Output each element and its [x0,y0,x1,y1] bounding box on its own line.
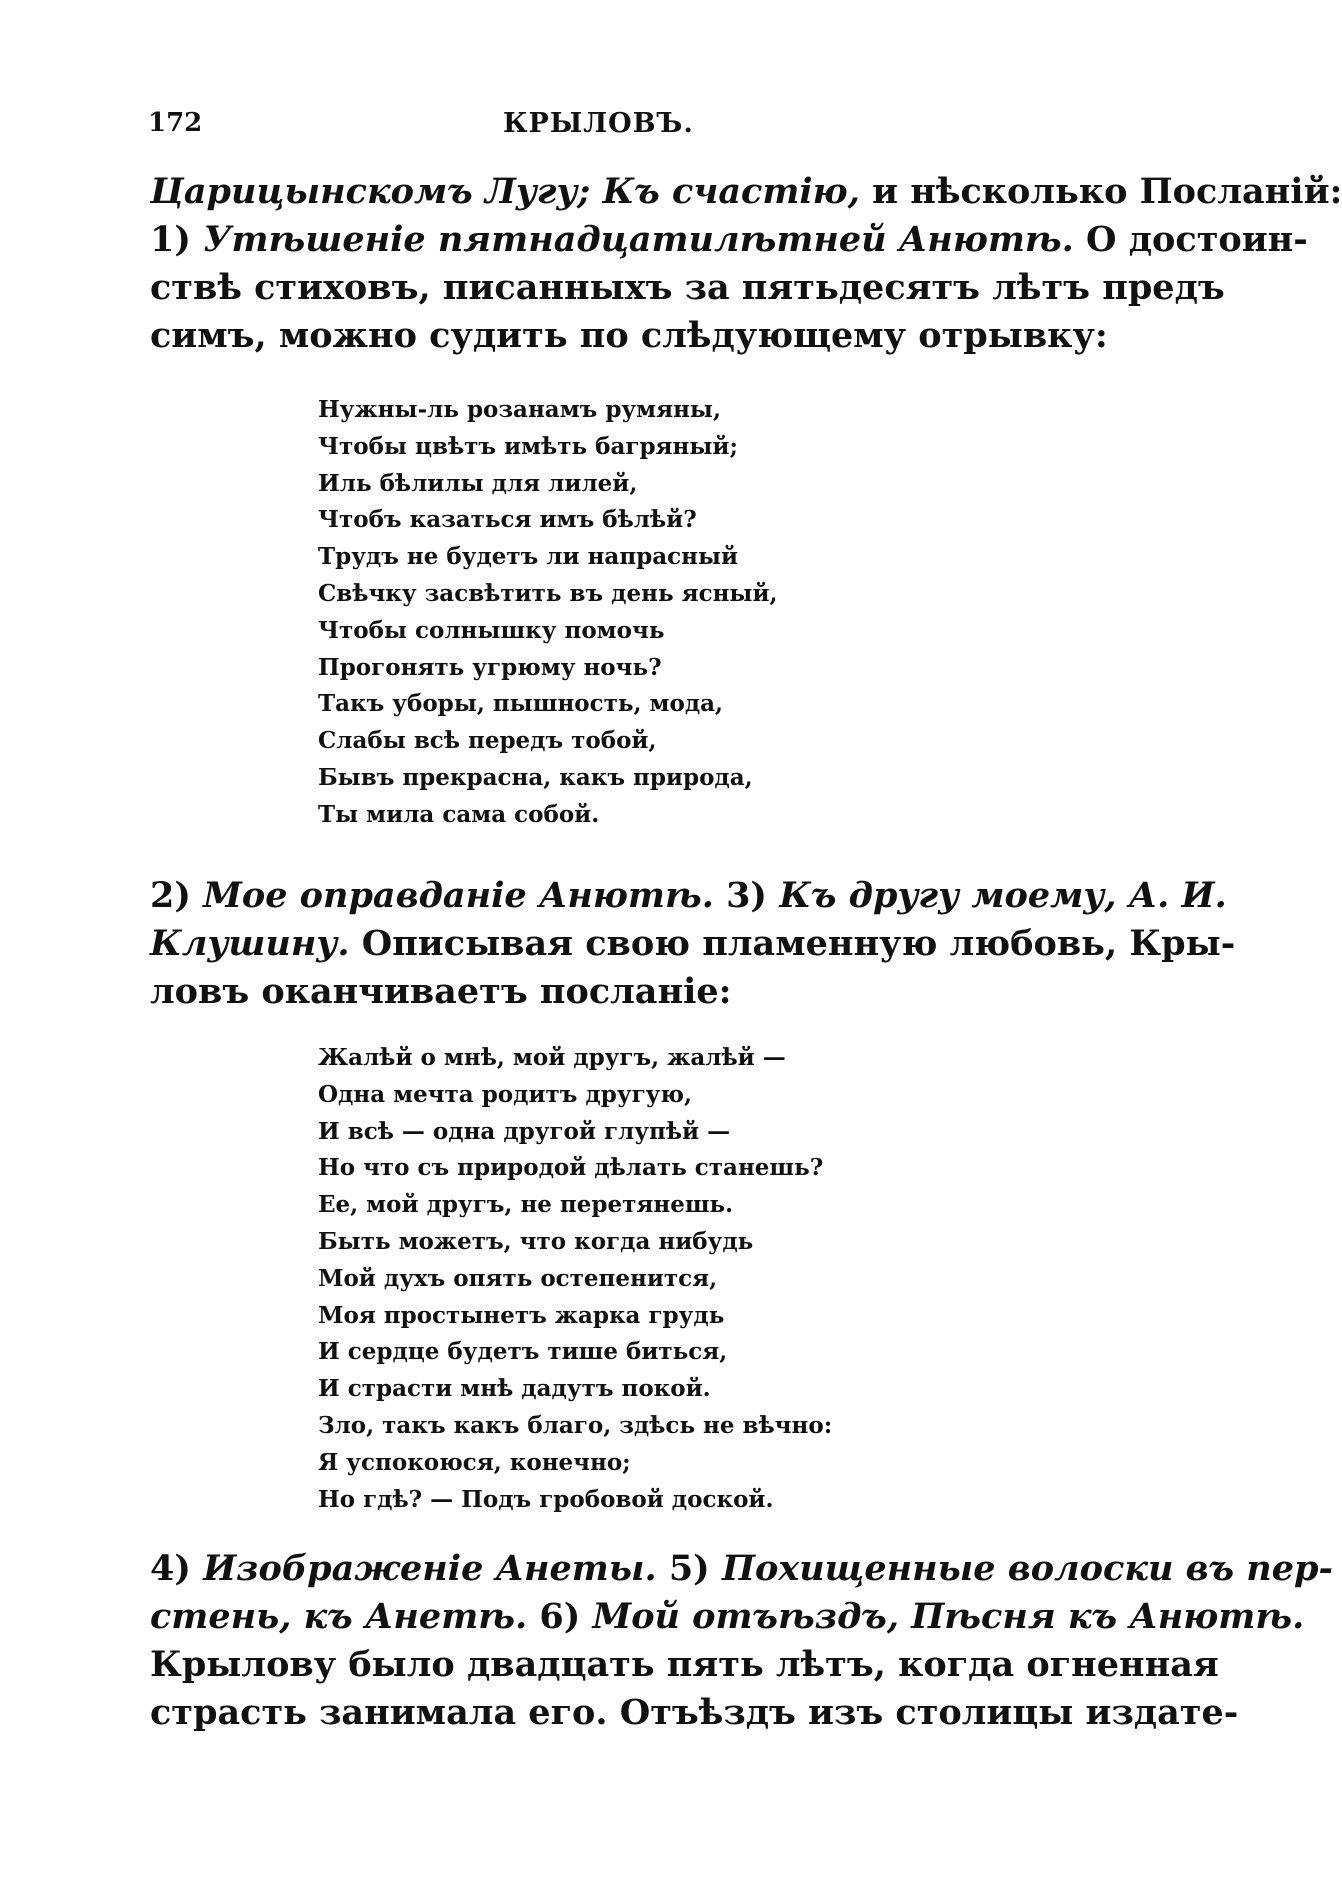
verse-line: Ты мила сама собой. [318,800,600,828]
paragraph-1-line-4: симъ, можно судить по слѣдующему отрывку: [150,315,1108,356]
verse-line: И всѣ — одна другой глупѣй — [318,1117,731,1145]
paragraph-3-line-2 [150,1593,1305,1641]
title-moi-otezd: Мой отъѣздъ, Пѣсня къ Анютѣ. [592,1596,1305,1637]
paragraph-1-line-2 [150,216,1308,264]
paragraph-2-line-1 [150,872,1227,920]
title-moe-opravdanie: Мое оправданіе Анютѣ. [203,875,714,916]
title-stenj-k-anete: стень, къ Анетѣ. [150,1596,528,1637]
verse-block-2 [318,1040,832,1518]
paragraph-1-line-1 [150,168,1342,216]
list-number: 1) [150,219,191,260]
paragraph-1-line-3: ствѣ стиховъ, писанныхъ за пятьдесятъ лѣтъ предъ [150,267,1225,308]
verse-line: Одна мечта родитъ другую, [318,1080,692,1108]
paragraph-2-line-3: ловъ оканчиваетъ посланіе: [150,971,732,1012]
page-number: 172 [148,108,203,138]
verse-line: Такъ уборы, пышность, мода, [318,690,724,718]
title-k-schastiyu: Къ счастію, [602,171,860,212]
verse-line: Мой духъ опять остепенится, [318,1264,718,1292]
title-k-drugu: Къ другу моему, А. И. [779,875,1227,916]
paragraph-2 [150,872,1236,1016]
verse-line: Нужны-ль розанамъ румяны, [318,396,721,423]
title-tsaritsynskom-lugu: Царицынскомъ Лугу; [150,171,591,212]
verse-line: Я успокоюся, конечно; [318,1448,631,1476]
verse-line: Быть можетъ, что когда нибудь [318,1227,754,1255]
verse-line: Чтобы солнышку помочь [318,616,665,644]
text-segment: О достоин- [1086,219,1308,260]
verse-line: И сердце будетъ тише биться, [318,1338,728,1366]
verse-line: Чтобъ казаться имъ бѣлѣй? [318,506,697,534]
verse-line: И страсти мнѣ дадутъ покой. [318,1375,711,1403]
list-number: 3) [726,875,767,916]
paragraph-3-line-1 [150,1545,1333,1593]
title-uteshenie: Утѣшеніе пятнадцатилѣтней Анютѣ. [203,219,1074,260]
title-izobrazhenie-anety: Изображеніе Анеты. [203,1548,657,1589]
verse-line: Жалѣй о мнѣ, мой другъ, жалѣй — [318,1044,786,1071]
list-number: 2) [150,875,191,916]
text-segment: и нѣсколько Посланій: [872,171,1342,212]
verse-line: Но гдѣ? — Подъ гробовой доской. [318,1485,774,1513]
paragraph-3 [150,1545,1333,1737]
verse-line: Ее, мой другъ, не перетянешь. [318,1191,734,1219]
verse-line: Прогонять угрюму ночь? [318,653,662,681]
verse-line: Трудъ не будетъ ли напрасный [318,543,739,571]
paragraph-3-line-3: Крылову было двадцать пять лѣтъ, когда огненная [150,1644,1219,1685]
name-klushinu: Клушину. [150,923,350,964]
paragraph-1 [150,168,1342,360]
verse-line: Зло, такъ какъ благо, здѣсь не вѣчно: [318,1411,833,1439]
page-header [148,108,1048,148]
verse-line: Моя простынетъ жарка грудь [318,1301,725,1329]
verse-line: Чтобы цвѣтъ имѣть багряный; [318,432,738,460]
list-number: 6) [539,1596,581,1637]
paragraph-2-line-2 [150,920,1236,968]
running-title: КРЫЛОВЪ. [503,108,694,139]
list-number: 5) [668,1548,710,1589]
verse-line: Но что съ природой дѣлать станешь? [318,1154,824,1182]
verse-line: Свѣчку засвѣтить въ день ясный, [318,579,778,607]
paragraph-3-line-4: страсть занимала его. Отъѣздъ изъ столицы издате- [150,1692,1239,1733]
text-segment: Описывая свою пламенную любовь, Кры- [361,923,1236,964]
verse-line: Иль бѣлилы для лилей, [318,469,638,497]
verse-line: Бывъ прекрасна, какъ природа, [318,763,753,791]
verse-block-1 [318,392,778,834]
title-pokhishchennye-voloski: Похищенные волоски въ пер- [721,1548,1333,1589]
list-number: 4) [150,1548,191,1589]
verse-line: Слабы всѣ передъ тобой, [318,727,657,755]
